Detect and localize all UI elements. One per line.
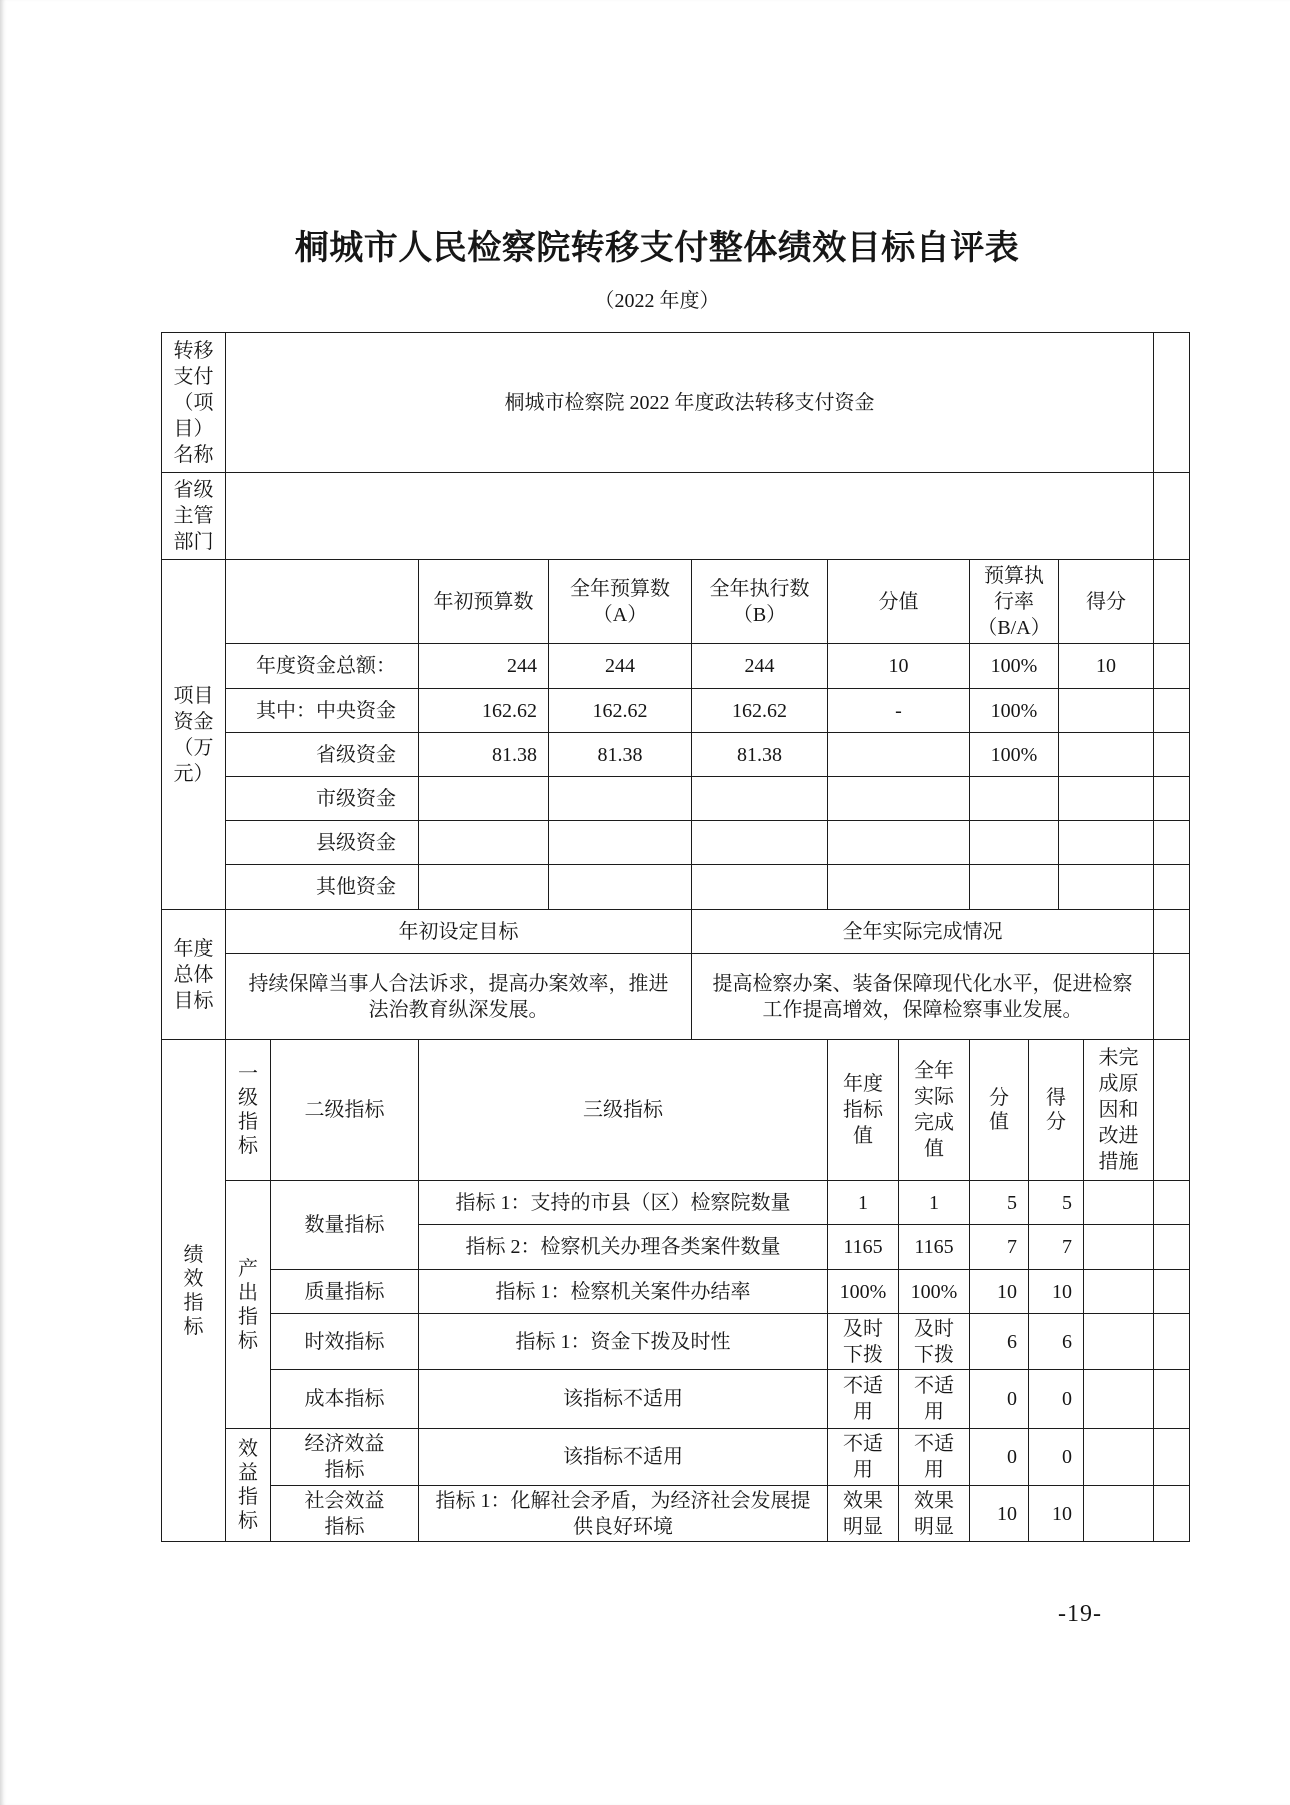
level3-cell: 指标 1：资金下拨及时性 (419, 1314, 828, 1370)
initial-budget-cell: 162.62 (419, 689, 549, 733)
target-cell: 1 (828, 1181, 899, 1225)
score-value-header-text: 分值 (989, 1087, 1009, 1133)
level2-cell: 经济效益指标 (271, 1429, 419, 1486)
score-header (1029, 1040, 1084, 1181)
blank-cell (1154, 560, 1190, 644)
level3-header: 三级指标 (419, 1040, 828, 1181)
funds-row-name: 县级资金 (226, 821, 419, 865)
annual-budget-cell: 162.62 (549, 689, 692, 733)
initial-budget-cell: 81.38 (419, 733, 549, 777)
funds-header-blank (226, 560, 419, 644)
funds-row-name: 其他资金 (226, 865, 419, 910)
score-cell: 0 (1029, 1370, 1084, 1429)
indicator-row (162, 1181, 1190, 1225)
executed-cell: 81.38 (692, 733, 828, 777)
actual-cell: 不适用 (899, 1370, 970, 1429)
score-cell: 6 (1029, 1314, 1084, 1370)
executed-cell (692, 821, 828, 865)
score-value-cell: 6 (970, 1314, 1029, 1370)
blank-cell (1154, 1040, 1190, 1181)
funds-header-annual-budget (549, 560, 692, 644)
project-name-label: 转移支付（项目）名称 (162, 333, 226, 473)
blank-cell (1154, 644, 1190, 689)
annual-budget-cell (549, 821, 692, 865)
score-value-cell: 0 (970, 1429, 1029, 1486)
funds-row (162, 777, 1190, 821)
execution-rate-cell (970, 865, 1059, 910)
score-value-cell: 10 (828, 644, 970, 689)
indicator-row (162, 1270, 1190, 1314)
blank-cell (1154, 733, 1190, 777)
document-subtitle: （2022 年度） (594, 290, 720, 312)
score-value-cell: 10 (970, 1270, 1029, 1314)
indicator-row (162, 1314, 1190, 1370)
score-value-cell (828, 777, 970, 821)
target-cell: 100% (828, 1270, 899, 1314)
funds-row-name: 省级资金 (226, 733, 419, 777)
score-cell (1059, 821, 1154, 865)
funds-header-execution-rate (970, 560, 1059, 644)
blank-cell (1154, 1370, 1190, 1429)
execution-rate-cell: 100% (970, 689, 1059, 733)
level2-cell: 时效指标 (271, 1314, 419, 1370)
level1-header-text: 一级指标 (238, 1063, 258, 1157)
level1-output-text: 产出指标 (238, 1257, 258, 1352)
reason-cell (1084, 1314, 1154, 1370)
execution-rate-cell (970, 777, 1059, 821)
level3-cell: 指标 2：检察机关办理各类案件数量 (419, 1225, 828, 1270)
blank-cell (1154, 689, 1190, 733)
score-value-cell: 7 (970, 1225, 1029, 1270)
score-value-header (970, 1040, 1029, 1181)
executed-label: 全年执行数 (709, 577, 810, 600)
planned-goal-header: 年初设定目标 (226, 910, 692, 954)
goals-header-row (162, 910, 1190, 954)
execution-rate-cell (970, 821, 1059, 865)
executed-cell (692, 865, 828, 910)
actual-header: 全年实际完成值 (899, 1040, 970, 1181)
funds-header-score-value: 分值 (828, 560, 970, 644)
reason-cell (1084, 1225, 1154, 1270)
annual-budget-cell (549, 865, 692, 910)
score-value-cell (828, 733, 970, 777)
blank-cell (1154, 1225, 1190, 1270)
indicators-label (162, 1040, 226, 1542)
level2-header: 二级指标 (271, 1040, 419, 1181)
executed-cell: 162.62 (692, 689, 828, 733)
score-cell: 0 (1029, 1429, 1084, 1486)
initial-budget-cell (419, 865, 549, 910)
score-cell: 10 (1059, 644, 1154, 689)
reason-cell (1084, 1486, 1154, 1542)
initial-budget-cell (419, 777, 549, 821)
actual-cell: 效果明显 (899, 1486, 970, 1542)
score-cell (1059, 733, 1154, 777)
level3-cell: 指标 1：支持的市县（区）检察院数量 (419, 1181, 828, 1225)
target-cell: 效果明显 (828, 1486, 899, 1542)
funds-row (162, 689, 1190, 733)
project-name-row (162, 333, 1190, 473)
level2-cell: 成本指标 (271, 1370, 419, 1429)
execution-rate-cell: 100% (970, 644, 1059, 689)
goals-label: 年度总体目标 (162, 910, 226, 1040)
level2-cell: 数量指标 (271, 1181, 419, 1270)
level1-output (226, 1181, 271, 1429)
level3-cell: 指标 1：检察机关案件办结率 (419, 1270, 828, 1314)
funds-row-name: 年度资金总额： (226, 644, 419, 689)
score-cell: 10 (1029, 1486, 1084, 1542)
actual-cell: 1 (899, 1181, 970, 1225)
department-row (162, 473, 1190, 560)
blank-cell (1154, 1429, 1190, 1486)
reason-cell (1084, 1181, 1154, 1225)
target-cell: 不适用 (828, 1429, 899, 1486)
funds-header-initial-budget: 年初预算数 (419, 560, 549, 644)
score-cell: 5 (1029, 1181, 1084, 1225)
level1-header (226, 1040, 271, 1181)
indicator-row (162, 1370, 1190, 1429)
blank-cell (1154, 1314, 1190, 1370)
level3-cell: 该指标不适用 (419, 1429, 828, 1486)
level3-cell: 该指标不适用 (419, 1370, 828, 1429)
document-title: 桐城市人民检察院转移支付整体绩效目标自评表 (294, 230, 1020, 267)
blank-cell (1154, 1486, 1190, 1542)
target-header: 年度指标值 (828, 1040, 899, 1181)
score-cell (1059, 689, 1154, 733)
blank-cell (1154, 473, 1190, 560)
target-cell: 1165 (828, 1225, 899, 1270)
score-cell: 10 (1029, 1270, 1084, 1314)
department-label: 省级主管部门 (162, 473, 226, 560)
level1-benefit-text: 效益指标 (238, 1438, 258, 1532)
target-cell: 及时下拨 (828, 1314, 899, 1370)
score-cell: 7 (1029, 1225, 1084, 1270)
blank-cell (1154, 1181, 1190, 1225)
funds-row (162, 733, 1190, 777)
execution-rate-code: （B/A） (977, 616, 1051, 639)
executed-code: （B） (732, 603, 787, 626)
score-value-cell (828, 865, 970, 910)
annual-budget-cell (549, 777, 692, 821)
funds-label: 项目资金（万元） (162, 560, 226, 910)
evaluation-table (161, 332, 1190, 1542)
annual-budget-cell: 81.38 (549, 733, 692, 777)
funds-row-name: 市级资金 (226, 777, 419, 821)
actual-cell: 不适用 (899, 1429, 970, 1486)
funds-row (162, 644, 1190, 689)
annual-budget-label: 全年预算数 (570, 577, 670, 600)
execution-rate-cell: 100% (970, 733, 1059, 777)
blank-cell (1154, 333, 1190, 473)
indicator-row (162, 1486, 1190, 1542)
goals-content-row (162, 954, 1190, 1040)
department-value (226, 473, 1154, 560)
score-value-cell: 0 (970, 1370, 1029, 1429)
initial-budget-cell (419, 821, 549, 865)
score-value-cell: 10 (970, 1486, 1029, 1542)
score-value-cell: 5 (970, 1181, 1029, 1225)
indicator-row (162, 1429, 1190, 1486)
funds-row (162, 865, 1190, 910)
reason-header: 未完成原因和改进措施 (1084, 1040, 1154, 1181)
planned-goal-text: 持续保障当事人合法诉求，提高办案效率，推进法治教育纵深发展。 (226, 954, 692, 1040)
score-header-text: 得分 (1046, 1087, 1066, 1133)
reason-cell (1084, 1270, 1154, 1314)
initial-budget-cell: 244 (419, 644, 549, 689)
funds-row-name: 其中：中央资金 (226, 689, 419, 733)
level2-cell: 社会效益指标 (271, 1486, 419, 1542)
score-cell (1059, 777, 1154, 821)
score-cell (1059, 865, 1154, 910)
level1-benefit (226, 1429, 271, 1542)
actual-cell: 100% (899, 1270, 970, 1314)
funds-header-row (162, 560, 1190, 644)
executed-cell: 244 (692, 644, 828, 689)
annual-budget-cell: 244 (549, 644, 692, 689)
level2-cell: 质量指标 (271, 1270, 419, 1314)
execution-rate-label: 预算执行率 (984, 564, 1044, 613)
blank-cell (1154, 910, 1190, 954)
funds-header-executed (692, 560, 828, 644)
project-name-value: 桐城市检察院 2022 年度政法转移支付资金 (226, 333, 1154, 473)
page-number: -19- (1058, 1601, 1102, 1627)
indicators-header-row (162, 1040, 1190, 1181)
blank-cell (1154, 777, 1190, 821)
blank-cell (1154, 1270, 1190, 1314)
blank-cell (1154, 865, 1190, 910)
annual-budget-code: （A） (592, 603, 648, 626)
actual-result-header: 全年实际完成情况 (692, 910, 1154, 954)
actual-cell: 1165 (899, 1225, 970, 1270)
level3-cell: 指标 1：化解社会矛盾，为经济社会发展提供良好环境 (419, 1486, 828, 1542)
blank-cell (1154, 954, 1190, 1040)
reason-cell (1084, 1429, 1154, 1486)
funds-row (162, 821, 1190, 865)
actual-result-text: 提高检察办案、装备保障现代化水平，促进检察工作提高增效，保障检察事业发展。 (692, 954, 1154, 1040)
actual-cell: 及时下拨 (899, 1314, 970, 1370)
reason-cell (1084, 1370, 1154, 1429)
score-value-cell: - (828, 689, 970, 733)
executed-cell (692, 777, 828, 821)
funds-header-score: 得分 (1059, 560, 1154, 644)
target-cell: 不适用 (828, 1370, 899, 1429)
indicators-label-text: 绩效指标 (183, 1243, 204, 1338)
blank-cell (1154, 821, 1190, 865)
score-value-cell (828, 821, 970, 865)
